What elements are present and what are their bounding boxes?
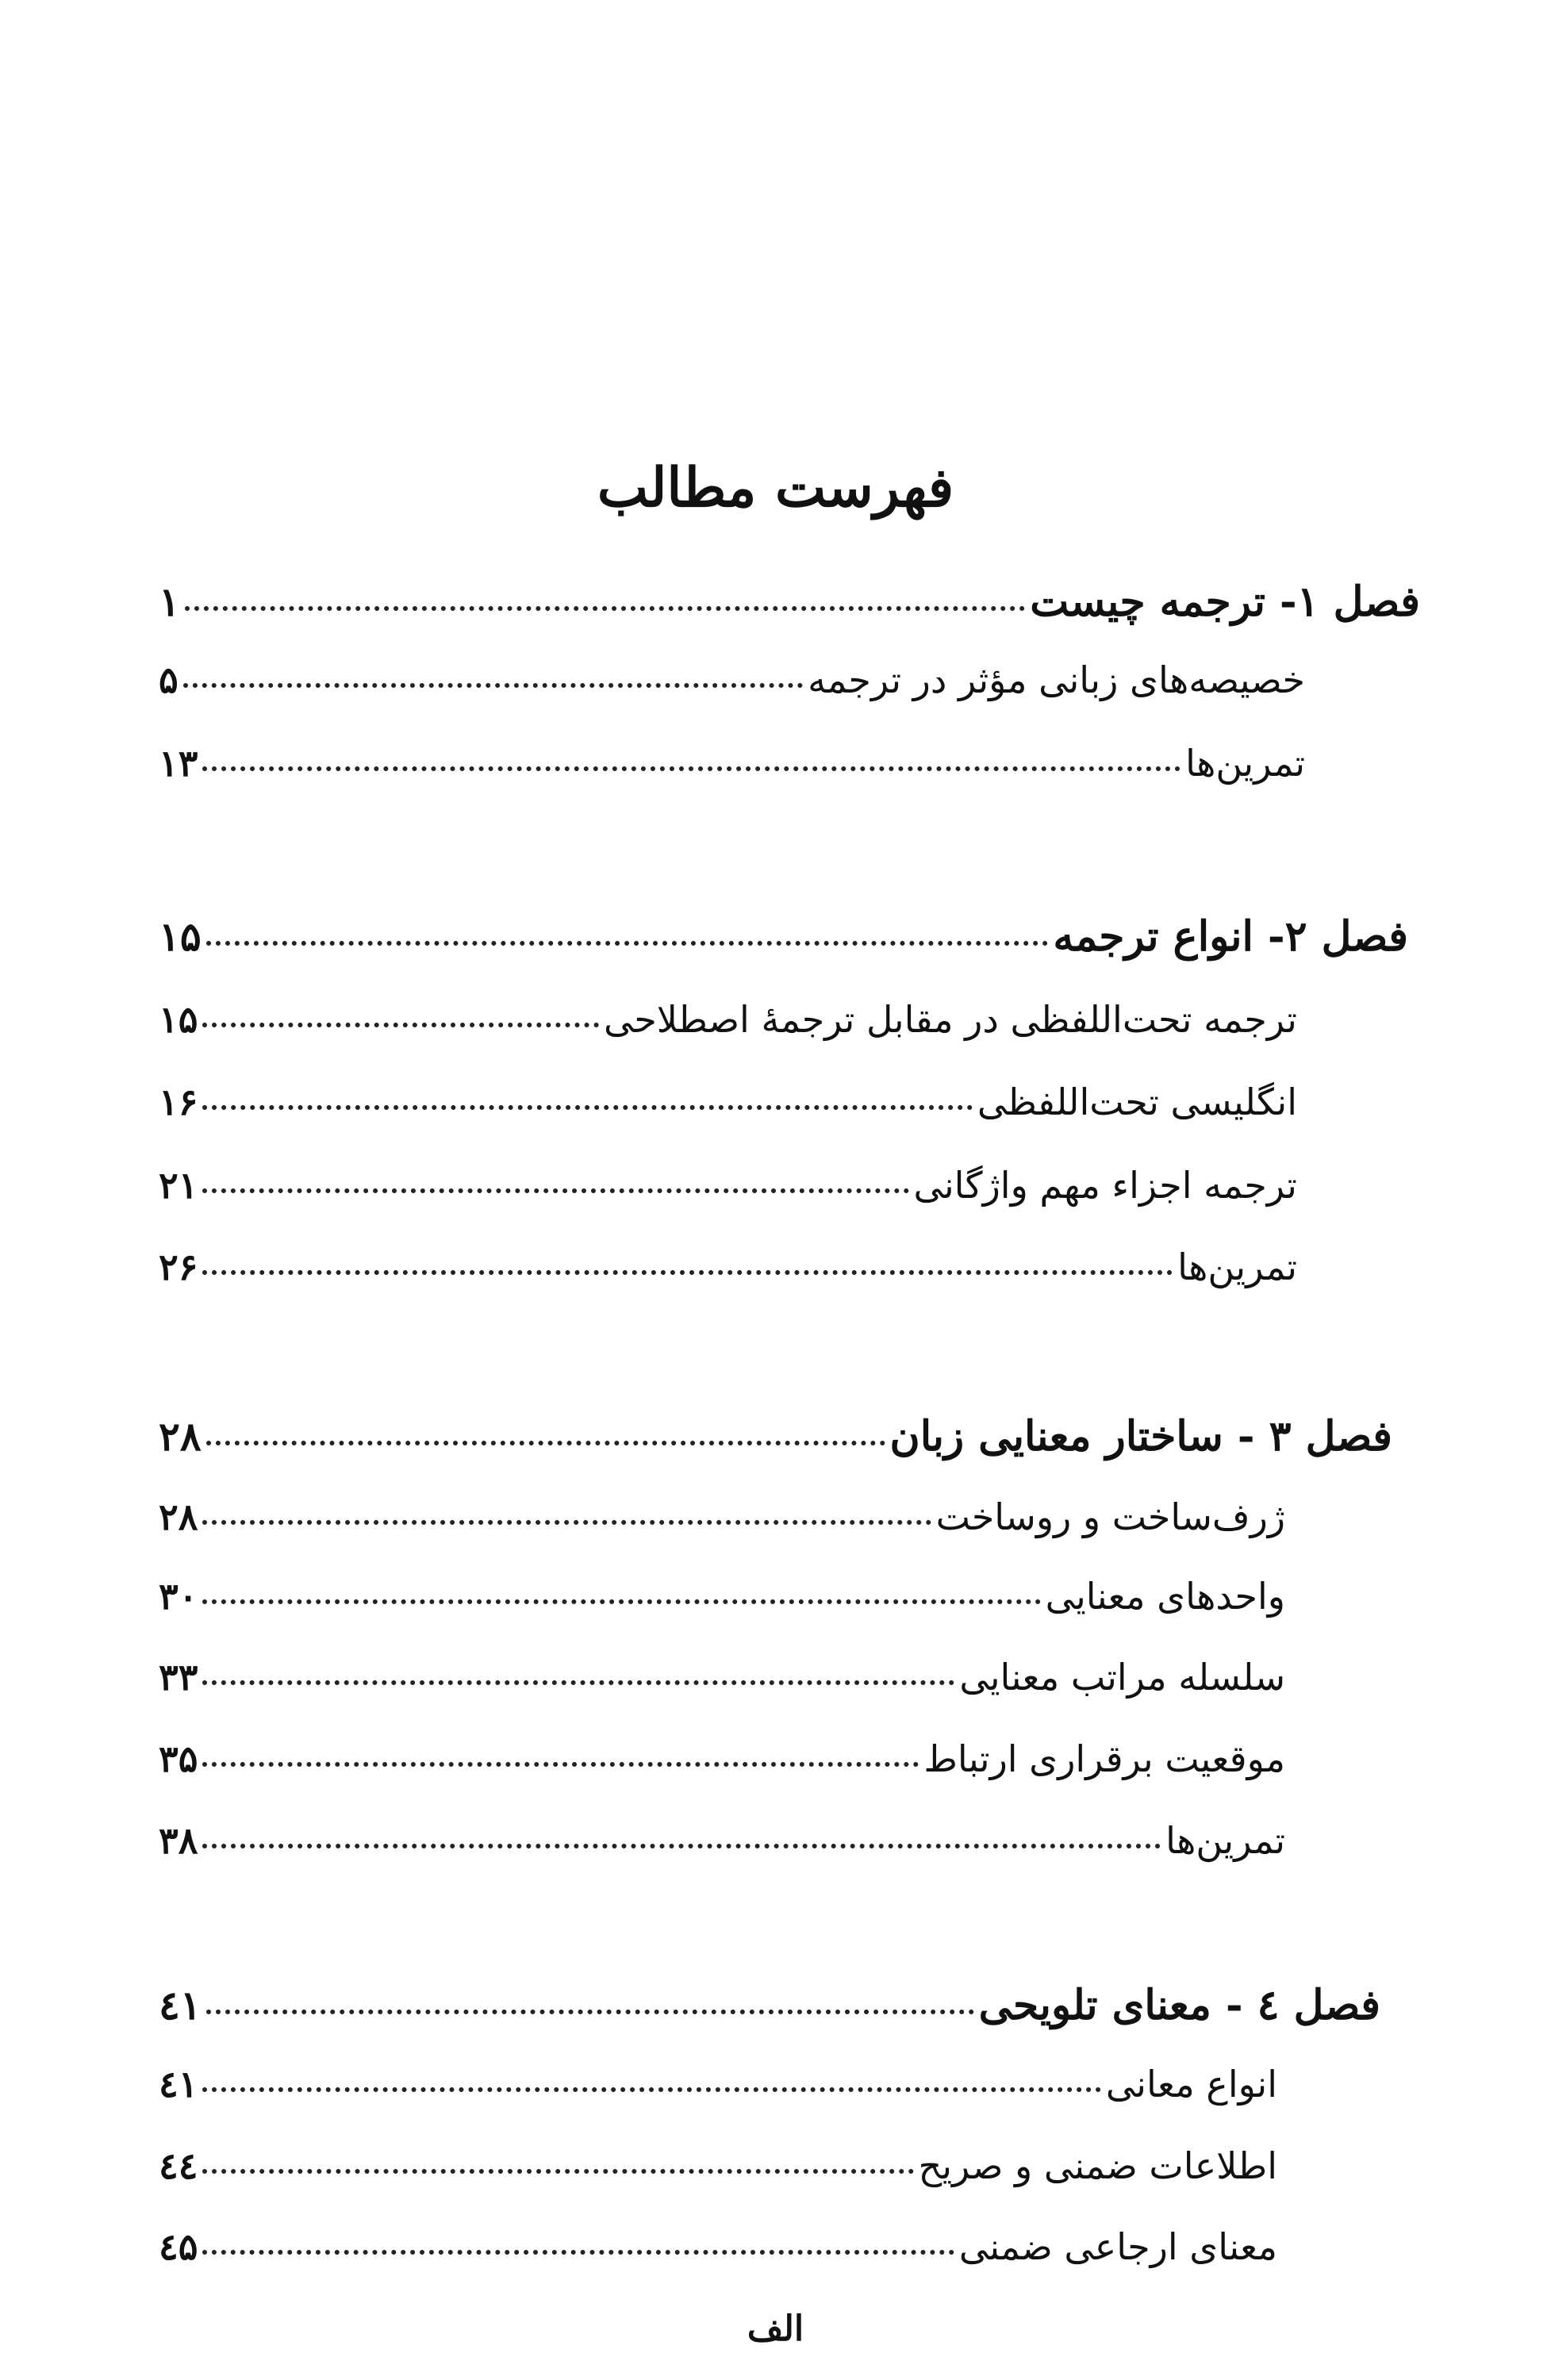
toc-chapter-1[interactable] <box>159 578 1420 633</box>
toc-entry-label: انگلیسی تحت‌اللفظی <box>977 1081 1297 1123</box>
dot-leader <box>202 1188 908 1193</box>
page-title: فهرست مطالب <box>597 456 954 520</box>
dot-leader <box>202 766 1181 771</box>
toc-entry-page: ۱۳ <box>159 742 198 785</box>
dot-leader <box>202 1762 919 1767</box>
toc-entry-page: ۲۱ <box>159 1164 198 1207</box>
toc-entry-label: تمرین‌ها <box>1185 742 1305 785</box>
page-number-footer: الف <box>747 2309 804 2349</box>
toc-entry[interactable] <box>159 658 1305 714</box>
toc-entry[interactable] <box>159 742 1305 797</box>
dot-leader <box>206 941 1049 946</box>
toc-entry-page: ۲۶ <box>159 1246 198 1288</box>
dot-leader <box>202 2169 913 2174</box>
toc-entry-page: ٤۱ <box>159 1982 202 2029</box>
dot-leader <box>202 1599 1040 1604</box>
dot-leader <box>202 1520 931 1525</box>
toc-entry-label: سلسله مراتب معنایی <box>959 1656 1285 1699</box>
toc-entry-page: ۲۸ <box>159 1413 202 1460</box>
toc-entry[interactable] <box>159 2144 1277 2200</box>
toc-entry-label: تمرین‌ها <box>1165 1819 1285 1862</box>
toc-entry-page: ۱۶ <box>159 1081 198 1123</box>
dot-leader <box>202 1105 972 1110</box>
toc-chapter-4[interactable] <box>159 1981 1380 2036</box>
toc-entry-label: انواع معانی <box>1105 2063 1277 2106</box>
toc-entry-page: ۵ <box>159 658 179 701</box>
toc-entry-page: ٤۵ <box>159 2225 198 2268</box>
toc-entry-page: ۳۳ <box>159 1656 198 1699</box>
toc-entry-page: ۳۰ <box>159 1575 198 1618</box>
toc-entry-label: ترجمه اجزاء مهم واژگانی <box>913 1164 1297 1207</box>
dot-leader <box>202 1680 954 1685</box>
toc-entry-label: اطلاعات ضمنی و صریح <box>918 2144 1277 2187</box>
toc-entry-label: فصل ٤ - معنای تلویحی <box>978 1981 1380 2029</box>
toc-entry-label: موقعیت برقراری ارتباط <box>923 1737 1285 1780</box>
dot-leader <box>202 2087 1100 2092</box>
toc-entry[interactable] <box>159 1575 1285 1630</box>
toc-entry[interactable] <box>159 1737 1285 1793</box>
toc-entry-label: ترجمه تحت‌اللفظی در مقابل ترجمهٔ اصطلاحی <box>604 998 1297 1041</box>
toc-entry-page: ٤۱ <box>159 2063 198 2106</box>
dot-leader <box>202 1844 1161 1848</box>
toc-entry-page: ٤٤ <box>159 2144 198 2187</box>
toc-entry-label: فصل ۲- انواع ترجمه <box>1053 912 1408 961</box>
toc-entry-page: ۳۵ <box>159 1737 198 1780</box>
toc-entry-label: واحدهای معنایی <box>1045 1575 1285 1618</box>
toc-entry-page: ۲۸ <box>159 1495 198 1538</box>
dot-leader <box>185 606 1025 611</box>
dot-leader <box>206 2010 974 2014</box>
dot-leader <box>202 2250 954 2255</box>
toc-entry[interactable] <box>159 2063 1277 2118</box>
dot-leader <box>183 683 803 688</box>
toc-entry-label: ژرف‌ساخت و روساخت <box>935 1495 1285 1538</box>
toc-entry-label: خصیصه‌های زبانی مؤثر در ترجمه <box>808 658 1305 701</box>
dot-leader <box>202 1270 1173 1275</box>
toc-entry-label: فصل ۱- ترجمه چیست <box>1030 578 1420 626</box>
toc-entry[interactable] <box>159 1656 1285 1711</box>
toc-entry-page: ۳۸ <box>159 1819 198 1862</box>
toc-entry[interactable] <box>159 1246 1297 1301</box>
toc-entry-page: ۱ <box>159 578 180 625</box>
toc-entry[interactable] <box>159 1819 1285 1875</box>
toc-entry[interactable] <box>159 998 1297 1054</box>
dot-leader <box>206 1441 885 1445</box>
toc-entry[interactable] <box>159 1495 1285 1551</box>
toc-entry-page: ۱۵ <box>159 998 198 1041</box>
toc-chapter-2[interactable] <box>159 912 1408 968</box>
toc-entry[interactable] <box>159 1081 1297 1136</box>
toc-chapter-3[interactable] <box>159 1412 1392 1468</box>
toc-entry-label: معنای ارجاعی ضمنی <box>958 2225 1277 2268</box>
toc-entry-label: تمرین‌ها <box>1177 1246 1297 1288</box>
toc-entry-page: ۱۵ <box>159 913 202 960</box>
dot-leader <box>202 1023 599 1027</box>
toc-entry[interactable] <box>159 2225 1277 2281</box>
toc-entry[interactable] <box>159 1164 1297 1219</box>
toc-entry-label: فصل ۳ - ساختار معنایی زبان <box>889 1412 1392 1461</box>
